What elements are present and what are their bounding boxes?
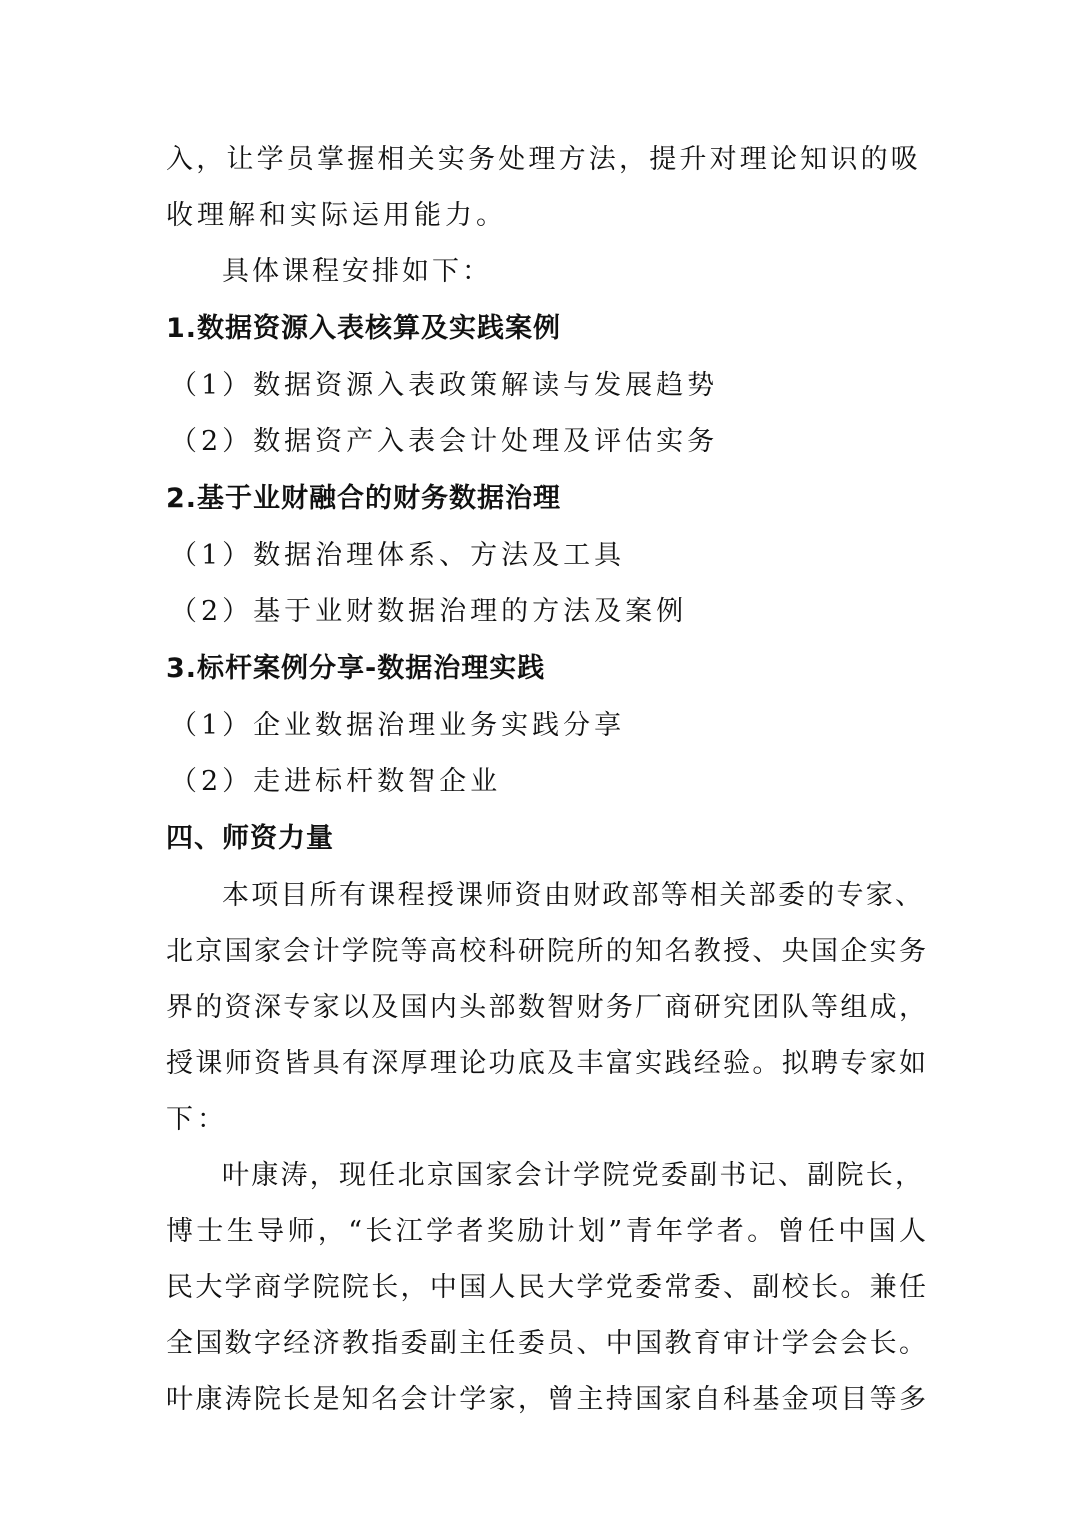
body-text-line: 收理解和实际运用能力。: [166, 200, 507, 231]
course-item: （1）数据治理体系、方法及工具: [170, 540, 626, 571]
body-text-line: 博士生导师，“长江学者奖励计划”青年学者。曾任中国人: [166, 1216, 926, 1247]
body-text-line: 北京国家会计学院等高校科研院所的知名教授、央国企实务: [166, 936, 926, 967]
course-intro-line: 具体课程安排如下：: [222, 256, 492, 287]
course-item: （1）数据资源入表政策解读与发展趋势: [170, 370, 719, 401]
body-text-line: 叶康涛，现任北京国家会计学院党委副书记、副院长，: [222, 1160, 922, 1191]
body-text-line: 授课师资皆具有深厚理论功底及丰富实践经验。拟聘专家如: [166, 1048, 926, 1079]
section-heading-3: 3.标杆案例分享-数据治理实践: [166, 653, 546, 684]
section-heading-1: 1.数据资源入表核算及实践案例: [166, 313, 562, 344]
body-text-line: 民大学商学院院长，中国人民大学党委常委、副校长。兼任: [166, 1272, 926, 1303]
course-item: （2）走进标杆数智企业: [170, 766, 502, 797]
body-text-line: 全国数字经济教指委副主任委员、中国教育审计学会会长。: [166, 1328, 926, 1359]
body-text-line: 下：: [166, 1104, 228, 1135]
body-text-line: 叶康涛院长是知名会计学家，曾主持国家自科基金项目等多: [166, 1384, 926, 1415]
course-item: （1）企业数据治理业务实践分享: [170, 710, 626, 741]
body-text-line: 入，让学员掌握相关实务处理方法，提升对理论知识的吸: [166, 144, 921, 175]
course-item: （2）基于业财数据治理的方法及案例: [170, 596, 688, 627]
course-item: （2）数据资产入表会计处理及评估实务: [170, 426, 719, 457]
body-text-line: 本项目所有课程授课师资由财政部等相关部委的专家、: [222, 880, 922, 911]
section-heading-faculty: 四、师资力量: [166, 823, 334, 854]
body-text-line: 界的资深专家以及国内头部数智财务厂商研究团队等组成，: [166, 992, 926, 1023]
section-heading-2: 2.基于业财融合的财务数据治理: [166, 483, 562, 514]
